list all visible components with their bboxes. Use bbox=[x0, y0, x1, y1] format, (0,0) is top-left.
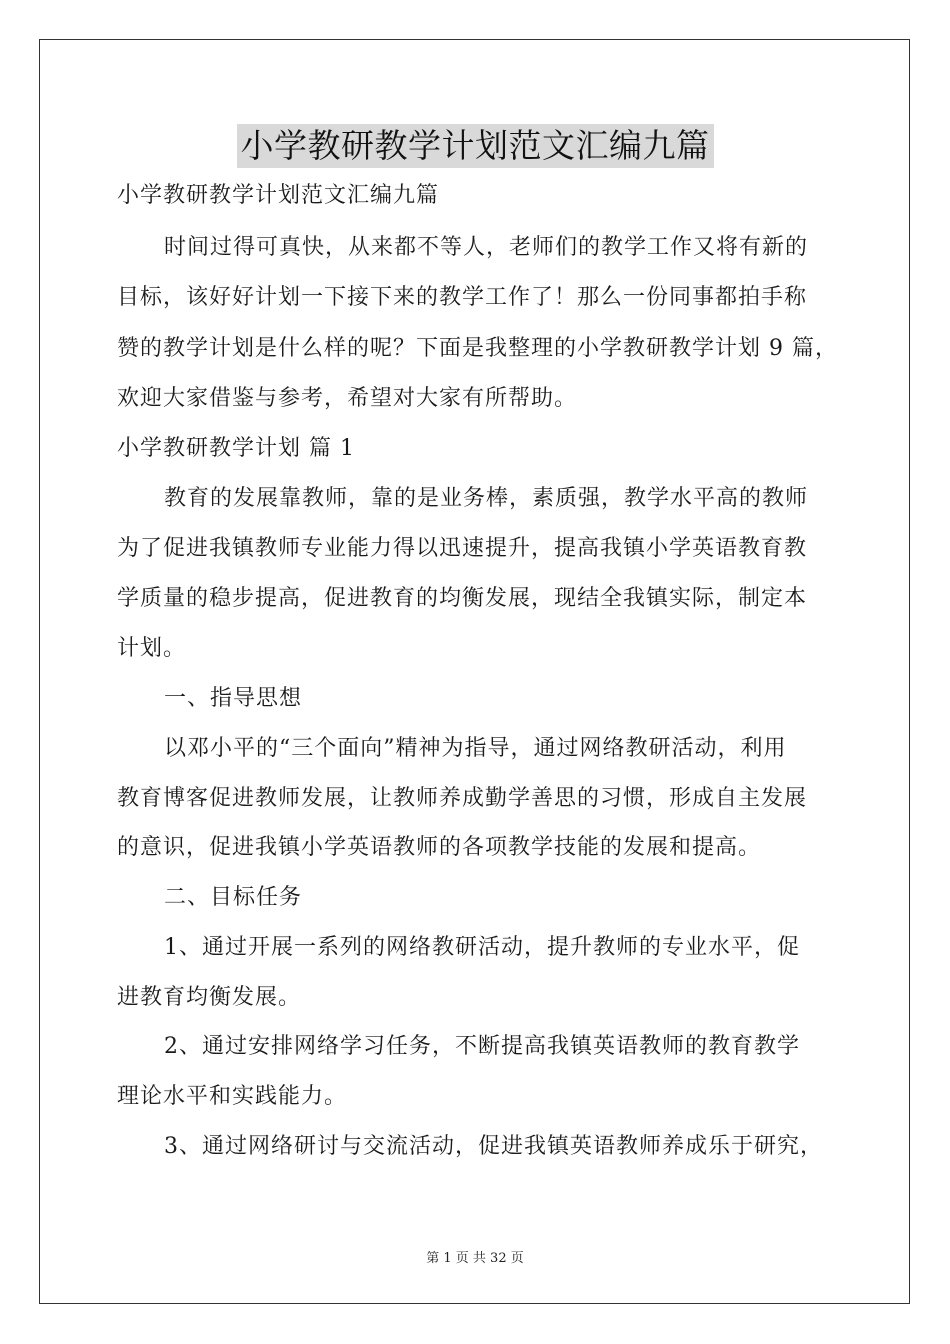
text-line: 1、通过开展一系列的网络教研活动，提升教师的专业水平，促 bbox=[164, 935, 800, 960]
page-border bbox=[39, 39, 910, 1304]
title-container bbox=[0, 124, 950, 168]
text-line: 教育博客促进教师发展，让教师养成勤学善思的习惯，形成自主发展 bbox=[117, 786, 808, 811]
text-line: 3、通过网络研讨与交流活动，促进我镇英语教师养成乐于研究， bbox=[164, 1134, 823, 1159]
text-line: 以邓小平的“三个面向”精神为指导，通过网络教研活动，利用 bbox=[164, 736, 787, 761]
subheading: 二、目标任务 bbox=[164, 885, 303, 910]
text-line: 目标，该好好计划一下接下来的教学工作了！那么一份同事都拍手称 bbox=[117, 285, 808, 310]
text-line: 计划。 bbox=[117, 636, 187, 661]
subtitle-line: 小学教研教学计划范文汇编九篇 bbox=[117, 183, 440, 208]
page-footer: 第 1 页 共 32 页 bbox=[426, 1251, 524, 1266]
text-line: 学质量的稳步提高，促进教育的均衡发展，现结全我镇实际，制定本 bbox=[117, 586, 808, 611]
section-heading: 小学教研教学计划 篇 1 bbox=[117, 436, 355, 461]
subheading: 一、指导思想 bbox=[164, 686, 303, 711]
text-line: 教育的发展靠教师，靠的是业务棒，素质强，教学水平高的教师 bbox=[164, 486, 809, 511]
text-line: 欢迎大家借鉴与参考，希望对大家有所帮助。 bbox=[117, 386, 578, 411]
text-line: 时间过得可真快，从来都不等人，老师们的教学工作又将有新的 bbox=[164, 235, 809, 260]
text-line: 理论水平和实践能力。 bbox=[117, 1084, 348, 1109]
text-line: 赞的教学计划是什么样的呢？下面是我整理的小学教研教学计划 9 篇， bbox=[117, 336, 838, 361]
document-title: 小学教研教学计划范文汇编九篇 bbox=[237, 124, 714, 168]
text-line: 进教育均衡发展。 bbox=[117, 985, 302, 1010]
text-line: 的意识，促进我镇小学英语教师的各项教学技能的发展和提高。 bbox=[117, 835, 762, 860]
text-line: 2、通过安排网络学习任务，不断提高我镇英语教师的教育教学 bbox=[164, 1034, 800, 1059]
text-line: 为了促进我镇教师专业能力得以迅速提升，提高我镇小学英语教育教 bbox=[117, 536, 808, 561]
